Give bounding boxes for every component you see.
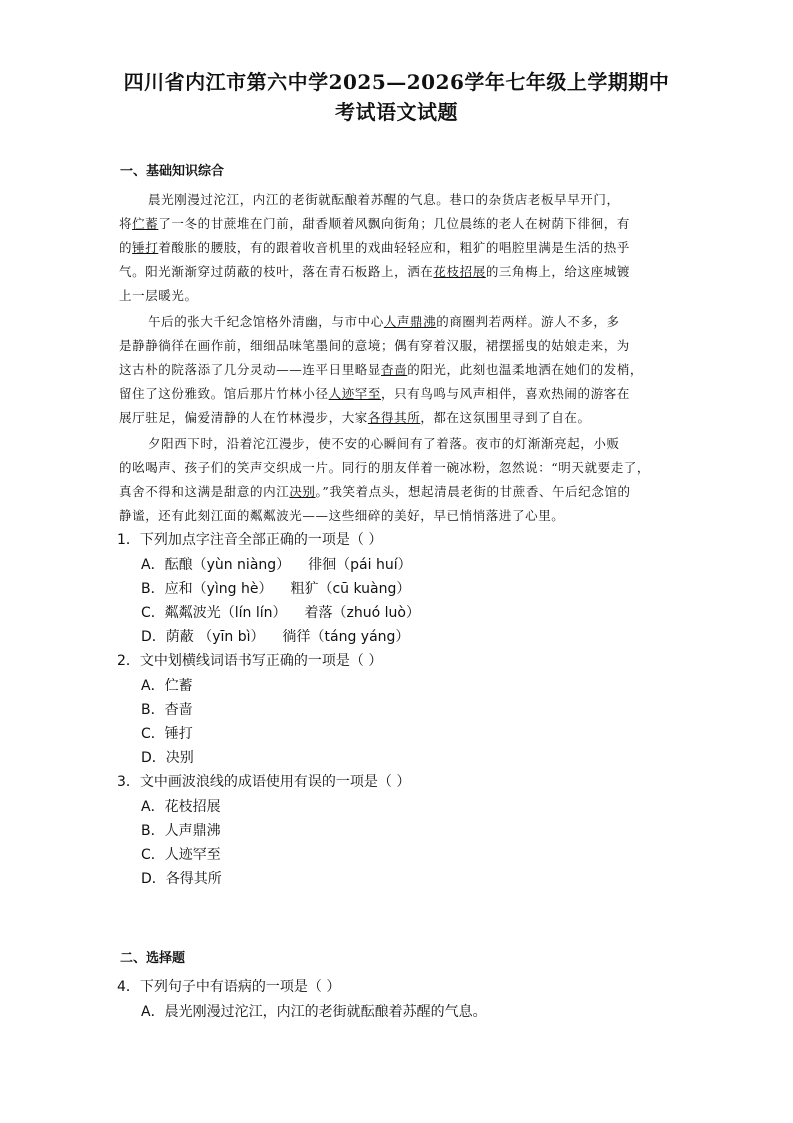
wavy-underlined-idiom: 各得其所 xyxy=(367,410,421,425)
passage-line: 展厅驻足，偏爱清静的人在竹林漫步，大家各得其所，都在这氛围里寻到了自在。 xyxy=(119,410,591,425)
question-3-stem: 3．文中画波浪线的成语使用有误的一项是（ ） xyxy=(117,774,411,790)
question-1-option-a[interactable]: A．酝酿（yùn niàng） 徘徊（pái huí） xyxy=(141,557,412,573)
passage-line: 气。阳光渐渐穿过荫蔽的枝叶，落在青石板路上，洒在花枝招展的三角梅上，给这座城镀 xyxy=(119,264,630,279)
question-3-option-a[interactable]: A．花枝招展 xyxy=(141,799,221,815)
passage-line: 静谧，还有此刻江面的粼粼波光——这些细碎的美好，早已悄悄落进了心里。 xyxy=(119,508,565,523)
passage-line: 将伫蓄了一冬的甘蔗堆在门前，甜香顺着风飘向街角；几位晨练的老人在树荫下徘徊，有 xyxy=(119,216,630,231)
question-4-stem: 4．下列句子中有语病的一项是（ ） xyxy=(117,979,341,995)
passage-line: 夕阳西下时，沿着沱江漫步，使不安的心瞬间有了着落。夜市的灯渐渐亮起，小贩 xyxy=(148,436,620,451)
question-3-option-d[interactable]: D．各得其所 xyxy=(141,871,222,887)
passage-line: 的锤打着酸胀的腰肢，有的跟着收音机里的戏曲轻轻应和，粗犷的唱腔里满是生活的热乎 xyxy=(119,240,630,255)
underlined-word: 决别 xyxy=(289,484,316,499)
question-1-option-b[interactable]: B．应和（yìng hè） 粗犷（cū kuàng） xyxy=(141,581,411,597)
question-2-option-d[interactable]: D．决别 xyxy=(141,750,194,766)
section-heading-1: 一、基础知识综合 xyxy=(120,164,225,179)
question-2-option-c[interactable]: C．锤打 xyxy=(141,726,193,742)
question-1-option-d[interactable]: D．荫蔽 （yīn bì） 徜徉（táng yáng） xyxy=(141,629,410,645)
underlined-word: 杳啬 xyxy=(381,362,408,377)
question-1-option-c[interactable]: C．粼粼波光（lín lín） 着落（zhuó luò） xyxy=(141,605,420,621)
underlined-word: 伫蓄 xyxy=(132,216,159,231)
passage-line: 午后的张大千纪念馆格外清幽，与市中心人声鼎沸的商圈判若两样。游人不多，多 xyxy=(148,314,620,329)
question-2-option-b[interactable]: B．杳啬 xyxy=(141,702,193,718)
question-3-option-b[interactable]: B．人声鼎沸 xyxy=(141,823,221,839)
wavy-underlined-idiom: 花枝招展 xyxy=(433,264,486,279)
passage-line: 这古朴的院落添了几分灵动——连平日里略显杳啬的阳光，此刻也温柔地洒在她们的发梢， xyxy=(119,362,644,377)
wavy-underlined-idiom: 人迹罕至 xyxy=(328,386,382,401)
passage-line: 留住了这份雅致。馆后那片竹林小径人迹罕至，只有鸟鸣与风声相伴，喜欢热闹的游客在 xyxy=(119,386,630,401)
exam-title-line1: 四川省内江市第六中学2025—2026学年七年级上学期期中 xyxy=(123,70,670,94)
passage-line: 真舍不得和这满是甜意的内江决别。”我笑着点头，想起清晨老街的甘蔗香、午后纪念馆的 xyxy=(119,484,631,499)
underlined-word: 锤打 xyxy=(132,240,159,255)
question-2-option-a[interactable]: A．伫蓄 xyxy=(141,678,193,694)
question-1-stem: 1．下列加点字注音全部正确的一项是（ ） xyxy=(117,532,383,548)
passage-line: 上一层暖光。 xyxy=(119,288,198,303)
exam-title-line2: 考试语文试题 xyxy=(335,100,458,124)
section-heading-2: 二、选择题 xyxy=(120,951,186,966)
passage-line: 晨光刚漫过沱江，内江的老街就酝酿着苏醒的气息。巷口的杂货店老板早早开门， xyxy=(148,192,620,207)
question-4-option-a[interactable]: A．晨光刚漫过沱江，内江的老街就酝酿着苏醒的气息。 xyxy=(141,1004,487,1020)
question-3-option-c[interactable]: C．人迹罕至 xyxy=(141,847,221,863)
wavy-underlined-idiom: 人声鼎沸 xyxy=(383,314,437,329)
passage-line: 是静静徜徉在画作前，细细品味笔墨间的意境；偶有穿着汉服，裙摆摇曳的姑娘走来，为 xyxy=(119,338,630,353)
passage-line: 的吆喝声、孩子们的笑声交织成一片。同行的朋友佯着一碗冰粉，忽然说：“明天就要走了， xyxy=(119,460,650,475)
question-2-stem: 2．文中划横线词语书写正确的一项是（ ） xyxy=(117,653,383,669)
